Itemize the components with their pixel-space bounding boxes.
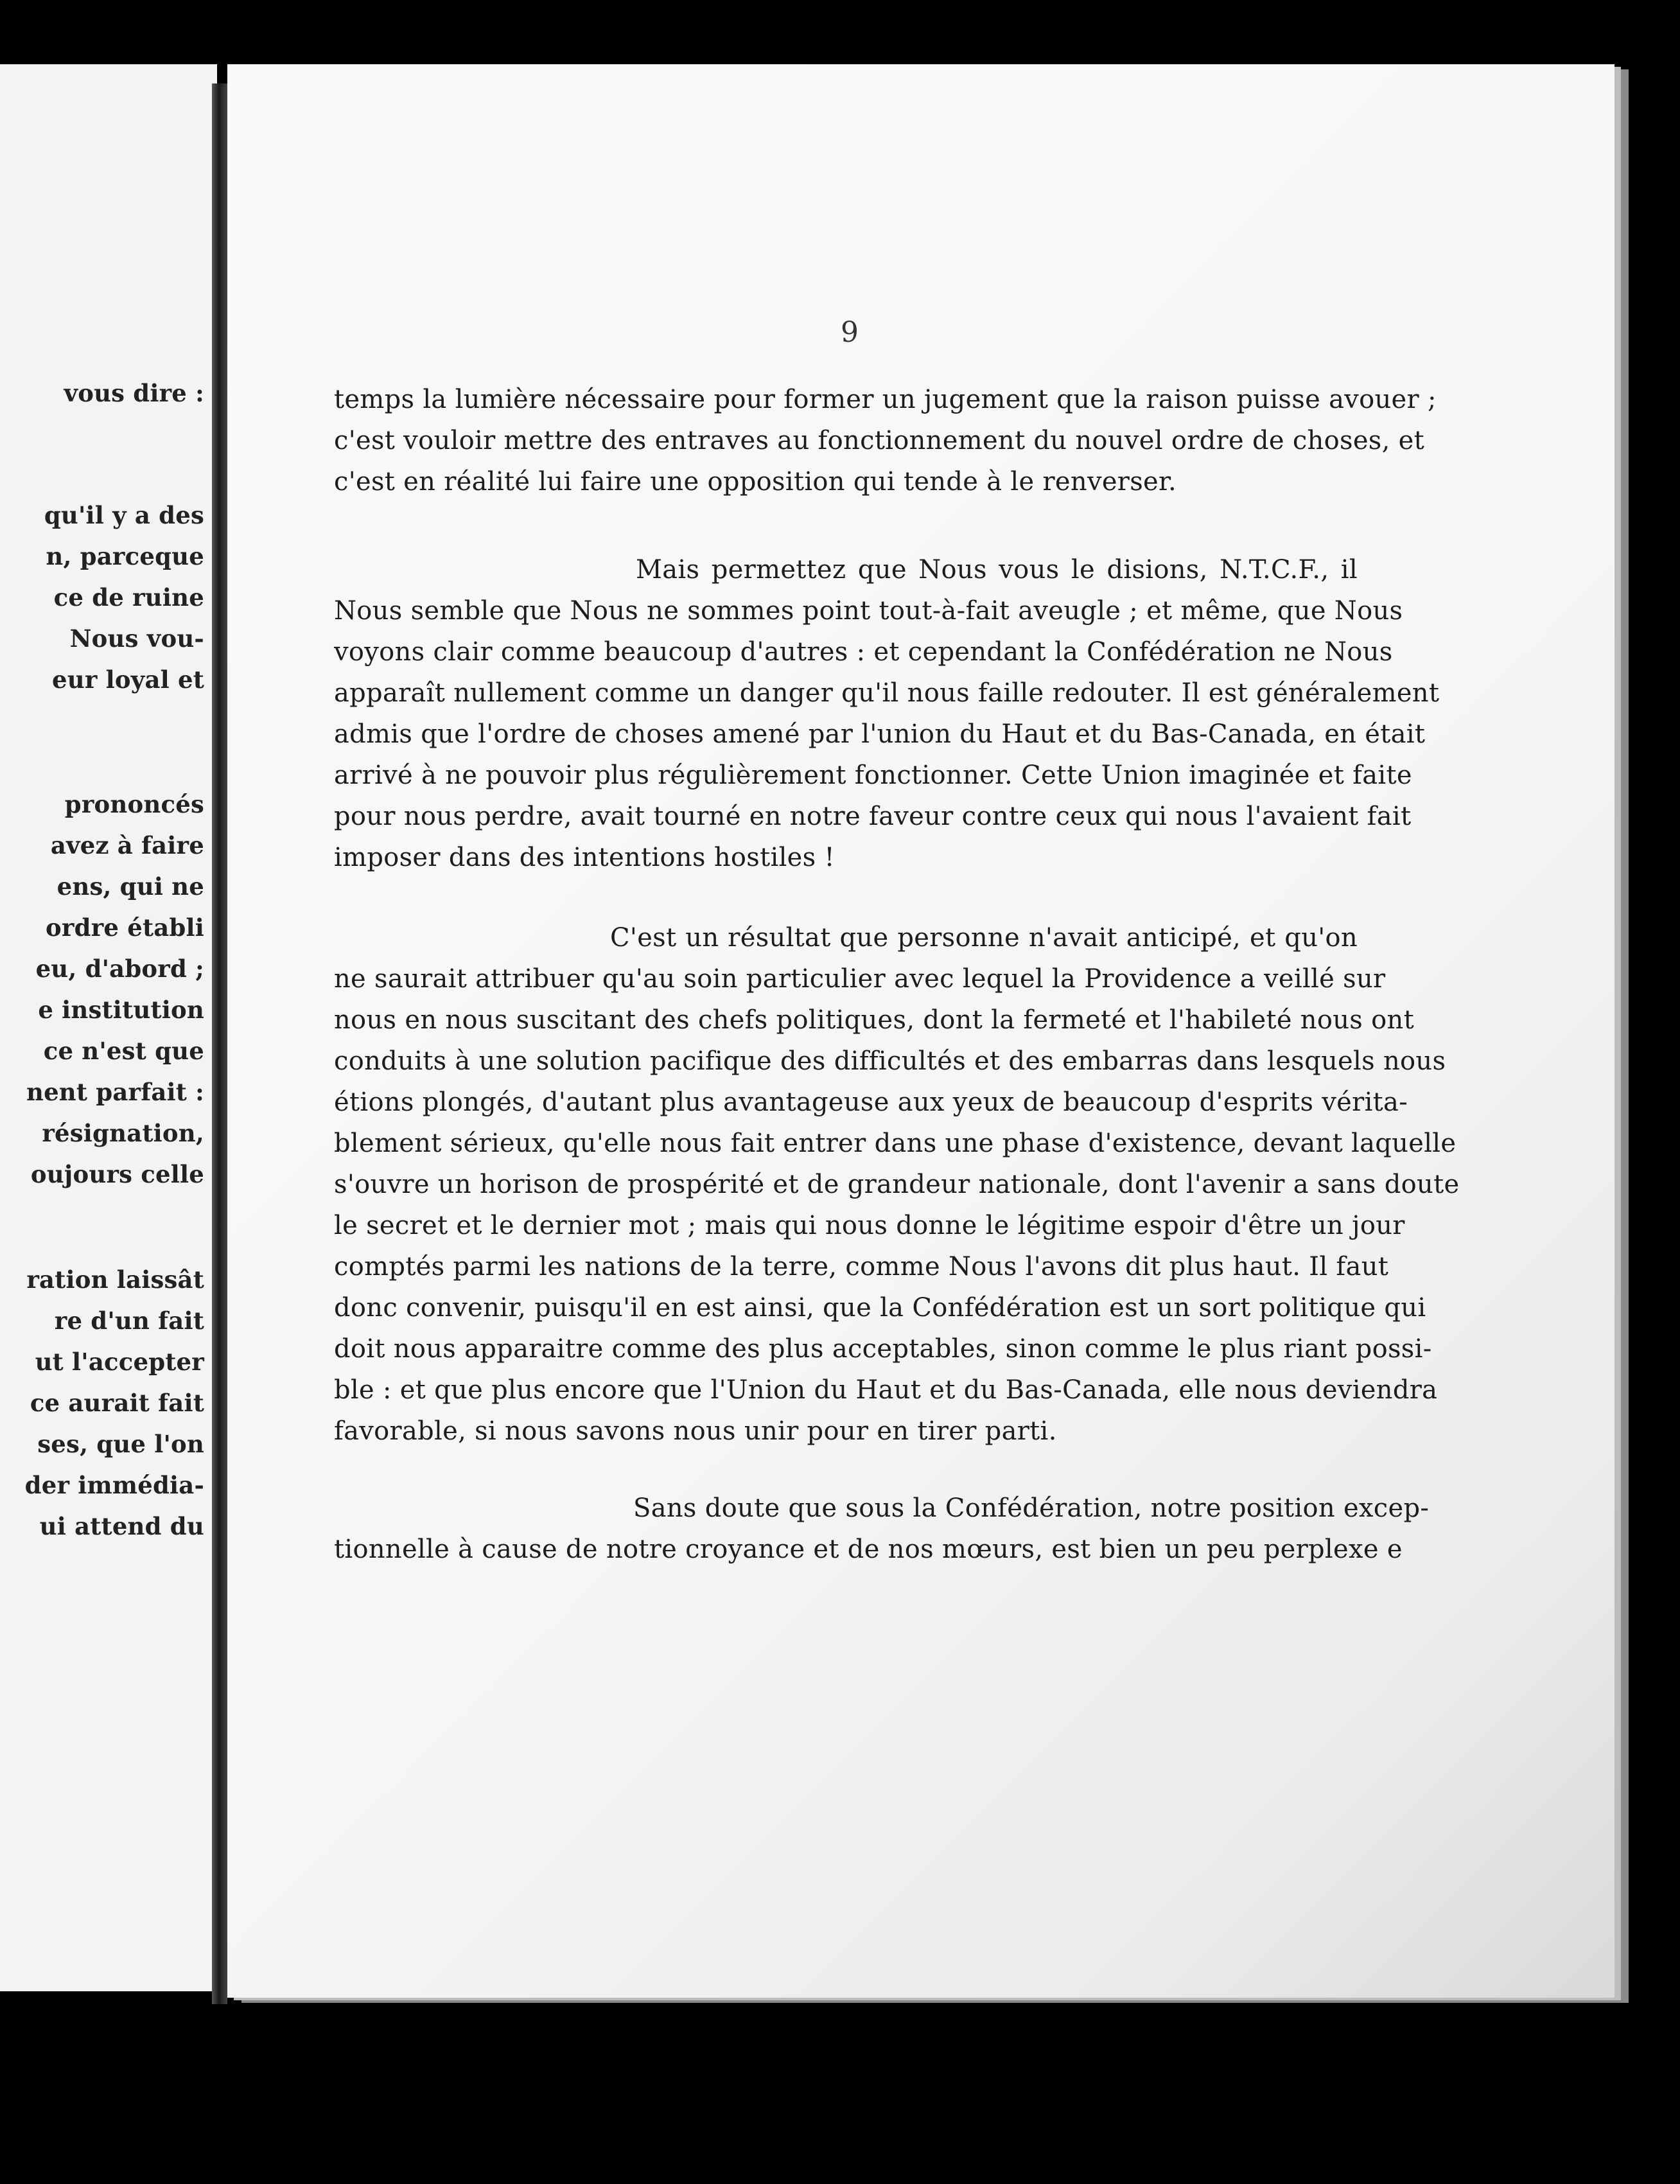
left-page-line: ens, qui ne	[57, 872, 204, 901]
left-page-line: oujours celle	[30, 1160, 204, 1188]
text-line: voyons clair comme beaucoup d'autres : et cependant la Confédération ne Nous	[334, 637, 1393, 667]
text-line: Nous semble que Nous ne sommes point tout-à-fait aveugle ; et même, que Nous	[334, 596, 1403, 626]
left-page-line: ut l'accepter	[35, 1348, 204, 1376]
text-line: ble : et que plus encore que l'Union du Haut et du Bas-Canada, elle nous deviendra	[334, 1375, 1438, 1405]
text-line: doit nous apparaitre comme des plus acceptables, sinon comme le plus riant possi-	[334, 1334, 1432, 1364]
left-page-line: eu, d'abord ;	[35, 955, 204, 983]
left-page-line: résignation,	[42, 1119, 204, 1147]
left-page-line: e institution	[38, 996, 204, 1024]
left-page-line: ration laissât	[26, 1265, 204, 1294]
text-line: donc convenir, puisqu'il en est ainsi, que la Confédération est un sort politique qui	[334, 1293, 1426, 1323]
text-line: étions plongés, d'autant plus avantageuse aux yeux de beaucoup d'esprits vérita-	[334, 1088, 1408, 1117]
text-line: comptés parmi les nations de la terre, comme Nous l'avons dit plus haut. Il faut	[334, 1252, 1389, 1281]
left-page-line: ce de ruine	[53, 583, 204, 612]
text-line: pour nous perdre, avait tourné en notre faveur contre ceux qui nous l'avaient fait	[334, 802, 1412, 831]
left-page-line: prononcés	[64, 790, 204, 818]
left-page-line: ordre établi	[46, 913, 204, 942]
previous-page-fragment	[0, 64, 217, 1991]
text-line: s'ouvre un horison de prospérité et de grandeur nationale, dont l'avenir a sans doute	[334, 1170, 1460, 1199]
text-line: favorable, si nous savons nous unir pour en tirer parti.	[334, 1416, 1057, 1446]
text-line: temps la lumière nécessaire pour former un jugement que la raison puisse avouer ;	[334, 385, 1437, 414]
left-page-line: nent parfait :	[26, 1078, 204, 1106]
left-page-line: re d'un fait	[54, 1307, 204, 1335]
text-line: tionnelle à cause de notre croyance et de nos mœurs, est bien un peu perplexe e	[334, 1535, 1403, 1564]
text-line: C'est un résultat que personne n'avait anticipé, et qu'on	[610, 923, 1358, 953]
text-line: apparaît nullement comme un danger qu'il nous faille redouter. Il est généralement	[334, 678, 1440, 708]
text-line: nous en nous suscitant des chefs politiques, dont la fermeté et l'habileté nous ont	[334, 1005, 1414, 1035]
left-page-line: Nous vou-	[69, 624, 204, 653]
book-spine	[212, 84, 227, 2004]
text-line: c'est vouloir mettre des entraves au fonctionnement du nouvel ordre de choses, et	[334, 426, 1424, 455]
left-page-line: eur loyal et	[52, 665, 204, 694]
left-page-line: n, parceque	[46, 542, 204, 570]
text-line: Sans doute que sous la Confédération, notre position excep-	[633, 1493, 1430, 1523]
left-page-line: avez à faire	[50, 831, 204, 859]
left-page-line: ses, que l'on	[37, 1430, 204, 1458]
left-page-line: ce n'est que	[43, 1037, 204, 1065]
left-page-line: ui attend du	[39, 1512, 204, 1540]
text-line: blement sérieux, qu'elle nous fait entrer dans une phase d'existence, devant laquelle	[334, 1129, 1457, 1158]
text-line: imposer dans des intentions hostiles !	[334, 843, 835, 872]
left-page-line: qu'il y a des	[44, 501, 204, 529]
text-line: le secret et le dernier mot ; mais qui nous donne le légitime espoir d'être un jour	[334, 1211, 1405, 1240]
left-page-line: ce aurait fait	[30, 1389, 204, 1417]
text-line: Mais permettez que Nous vous le disions, N.T.C.F., il	[636, 555, 1358, 585]
text-line: ne saurait attribuer qu'au soin particulier avec lequel la Providence a veillé sur	[334, 964, 1386, 994]
left-page-line: der immédia-	[24, 1471, 204, 1499]
page-number: 9	[841, 316, 859, 349]
left-page-line: vous dire :	[64, 379, 204, 407]
text-line: admis que l'ordre de choses amené par l'union du Haut et du Bas-Canada, en était	[334, 719, 1426, 749]
text-line: conduits à une solution pacifique des difficultés et des embarras dans lesquels nous	[334, 1046, 1446, 1076]
text-line: c'est en réalité lui faire une opposition qui tende à le renverser.	[334, 467, 1177, 497]
text-line: arrivé à ne pouvoir plus régulièrement fonctionner. Cette Union imaginée et faite	[334, 761, 1412, 790]
